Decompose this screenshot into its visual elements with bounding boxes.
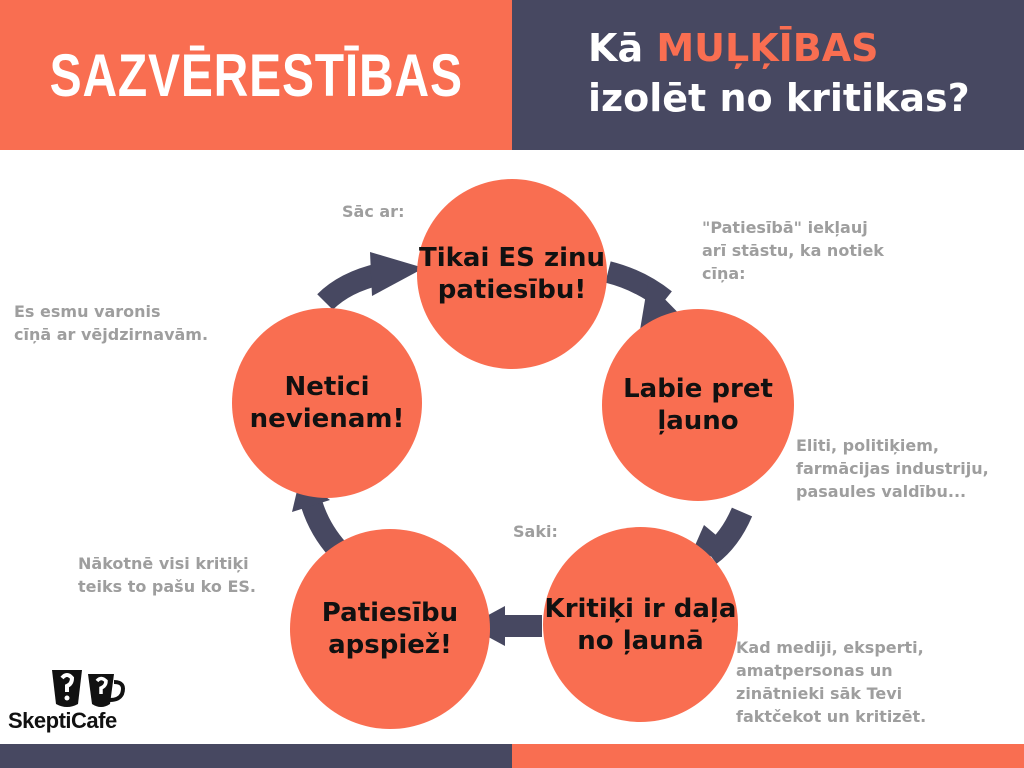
note-line: arī stāstu, ka notiek <box>702 241 884 260</box>
note-line: faktčekot un kritizēt. <box>736 707 927 726</box>
cycle-node-1: Tikai ES zinu patiesību! <box>417 179 607 369</box>
subtitle-accent: MUĻĶĪBAS <box>656 26 879 70</box>
note-right <box>796 434 989 503</box>
note-line: "Patiesībā" iekļauj <box>702 218 868 237</box>
note-bottom-right <box>736 636 926 728</box>
note-line: Es esmu varonis <box>14 302 161 321</box>
logo-brand-text: SkeptiCafe <box>8 708 117 733</box>
skepticafe-logo <box>8 664 148 740</box>
note-top-right <box>702 216 884 285</box>
note-line: pasaules valdību... <box>796 482 967 501</box>
note-say: Saki: <box>513 522 558 541</box>
cycle-node-2: Labie pret ļauno <box>602 309 794 501</box>
arrowhead-5 <box>370 252 424 296</box>
note-line: teiks to pašu ko ES. <box>78 577 256 596</box>
note-line: Eliti, politiķiem, <box>796 436 939 455</box>
coffee-cups-icon <box>48 664 128 712</box>
cycle-node-3: Kritiķi ir daļa no ļaunā <box>543 527 738 722</box>
cycle-node-4: Patiesību apspiež! <box>290 529 490 729</box>
note-line: Kad mediji, eksperti, <box>736 638 924 657</box>
note-line: farmācijas industriju, <box>796 459 989 478</box>
footer-bar-right <box>512 744 1024 768</box>
arrow-4-to-5 <box>312 505 338 550</box>
subtitle-line-2: izolēt no kritikas? <box>588 76 970 120</box>
subtitle-prefix: Kā <box>588 26 657 70</box>
note-start: Sāc ar: <box>342 202 405 221</box>
note-line: cīņā ar vējdzirnavām. <box>14 325 209 344</box>
note-left <box>14 300 208 346</box>
note-line: zinātnieki sāk Tevi <box>736 684 903 703</box>
note-line: cīņa: <box>702 264 746 283</box>
note-bottom-left <box>78 552 256 598</box>
note-line: amatpersonas un <box>736 661 893 680</box>
cycle-node-5: Netici nevienam! <box>232 308 422 498</box>
note-line: Nākotnē visi kritiķi <box>78 554 249 573</box>
page-title: SAZVĒRESTĪBAS <box>49 41 463 109</box>
footer-bar-left <box>0 744 512 768</box>
